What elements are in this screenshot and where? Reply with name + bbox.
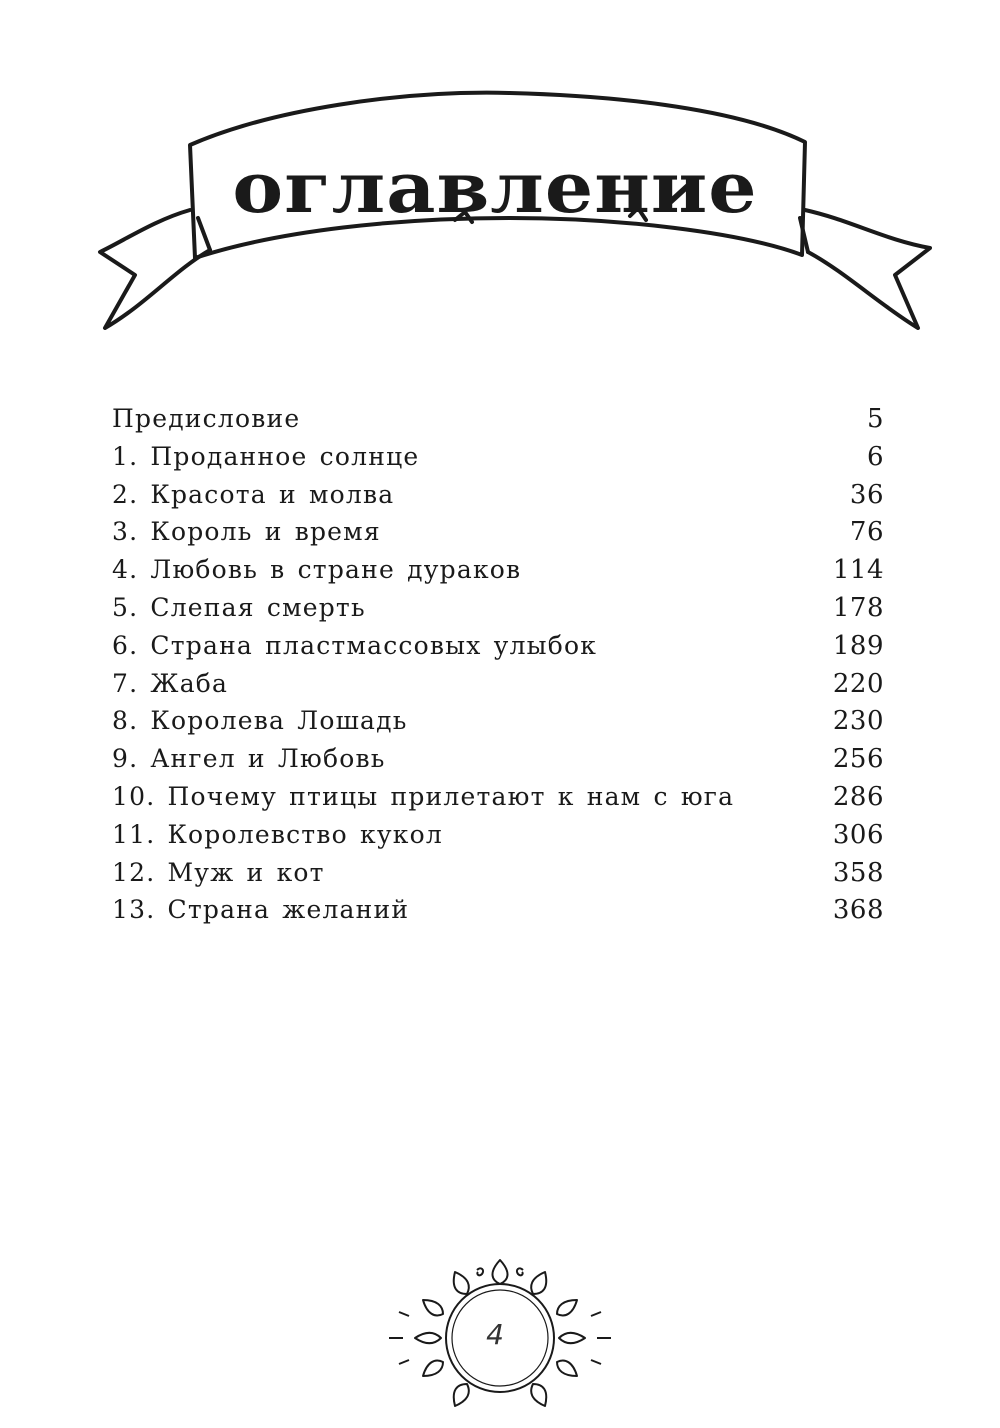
toc-entry[interactable] <box>112 555 884 593</box>
toc-entry-page: 358 <box>832 857 884 888</box>
toc-entry[interactable] <box>112 895 884 933</box>
toc-entry-title: 11. Королевство кукол <box>112 819 443 849</box>
toc-entry[interactable] <box>112 442 884 480</box>
toc-entry-page: 306 <box>832 819 884 850</box>
toc-entry-page: 286 <box>832 781 884 812</box>
toc-entry-page: 76 <box>849 517 884 548</box>
toc-entry-page: 178 <box>832 592 884 623</box>
toc-entry[interactable] <box>112 820 884 858</box>
toc-entry-title: 13. Страна желаний <box>112 895 410 925</box>
toc-entry-title: 12. Муж и кот <box>112 857 325 887</box>
toc-entry-page: 36 <box>849 479 884 510</box>
toc-entry-title: Предисловие <box>112 404 301 433</box>
toc-entry-title: 2. Красота и молва <box>112 479 395 509</box>
toc-entry-title: 5. Слепая смерть <box>112 592 366 622</box>
page-number: 4 <box>486 1318 504 1351</box>
toc-entry[interactable] <box>112 631 884 669</box>
toc-entry-title: 4. Любовь в стране дураков <box>112 555 522 585</box>
page-title: оглавление <box>232 146 758 228</box>
toc-entry[interactable] <box>112 517 884 555</box>
toc-entry-title: 8. Королева Лошадь <box>112 706 408 736</box>
table-of-contents <box>112 404 884 933</box>
toc-entry-title: 1. Проданное солнце <box>112 441 420 471</box>
toc-entry-title: 6. Страна пластмассовых улыбок <box>112 630 598 660</box>
toc-entry-page: 114 <box>832 555 884 586</box>
toc-entry[interactable] <box>112 744 884 782</box>
toc-entry-title: 10. Почему птицы прилетают к нам с юга <box>112 781 735 811</box>
toc-entry[interactable] <box>112 593 884 631</box>
toc-entry-title: 7. Жаба <box>112 668 229 698</box>
toc-entry[interactable] <box>112 480 884 518</box>
toc-entry[interactable] <box>112 669 884 707</box>
toc-entry[interactable] <box>112 706 884 744</box>
toc-entry-page: 368 <box>832 895 884 926</box>
toc-entry-page: 220 <box>832 668 884 699</box>
toc-entry-page: 6 <box>866 441 884 472</box>
toc-entry-page: 230 <box>832 706 884 737</box>
toc-entry-page: 5 <box>866 404 884 434</box>
toc-entry-page: 189 <box>832 630 884 661</box>
toc-entry[interactable] <box>112 782 884 820</box>
toc-entry[interactable] <box>112 404 884 442</box>
toc-entry-page: 256 <box>832 744 884 775</box>
toc-entry[interactable] <box>112 858 884 896</box>
toc-entry-title: 9. Ангел и Любовь <box>112 744 386 774</box>
toc-entry-title: 3. Король и время <box>112 517 381 547</box>
